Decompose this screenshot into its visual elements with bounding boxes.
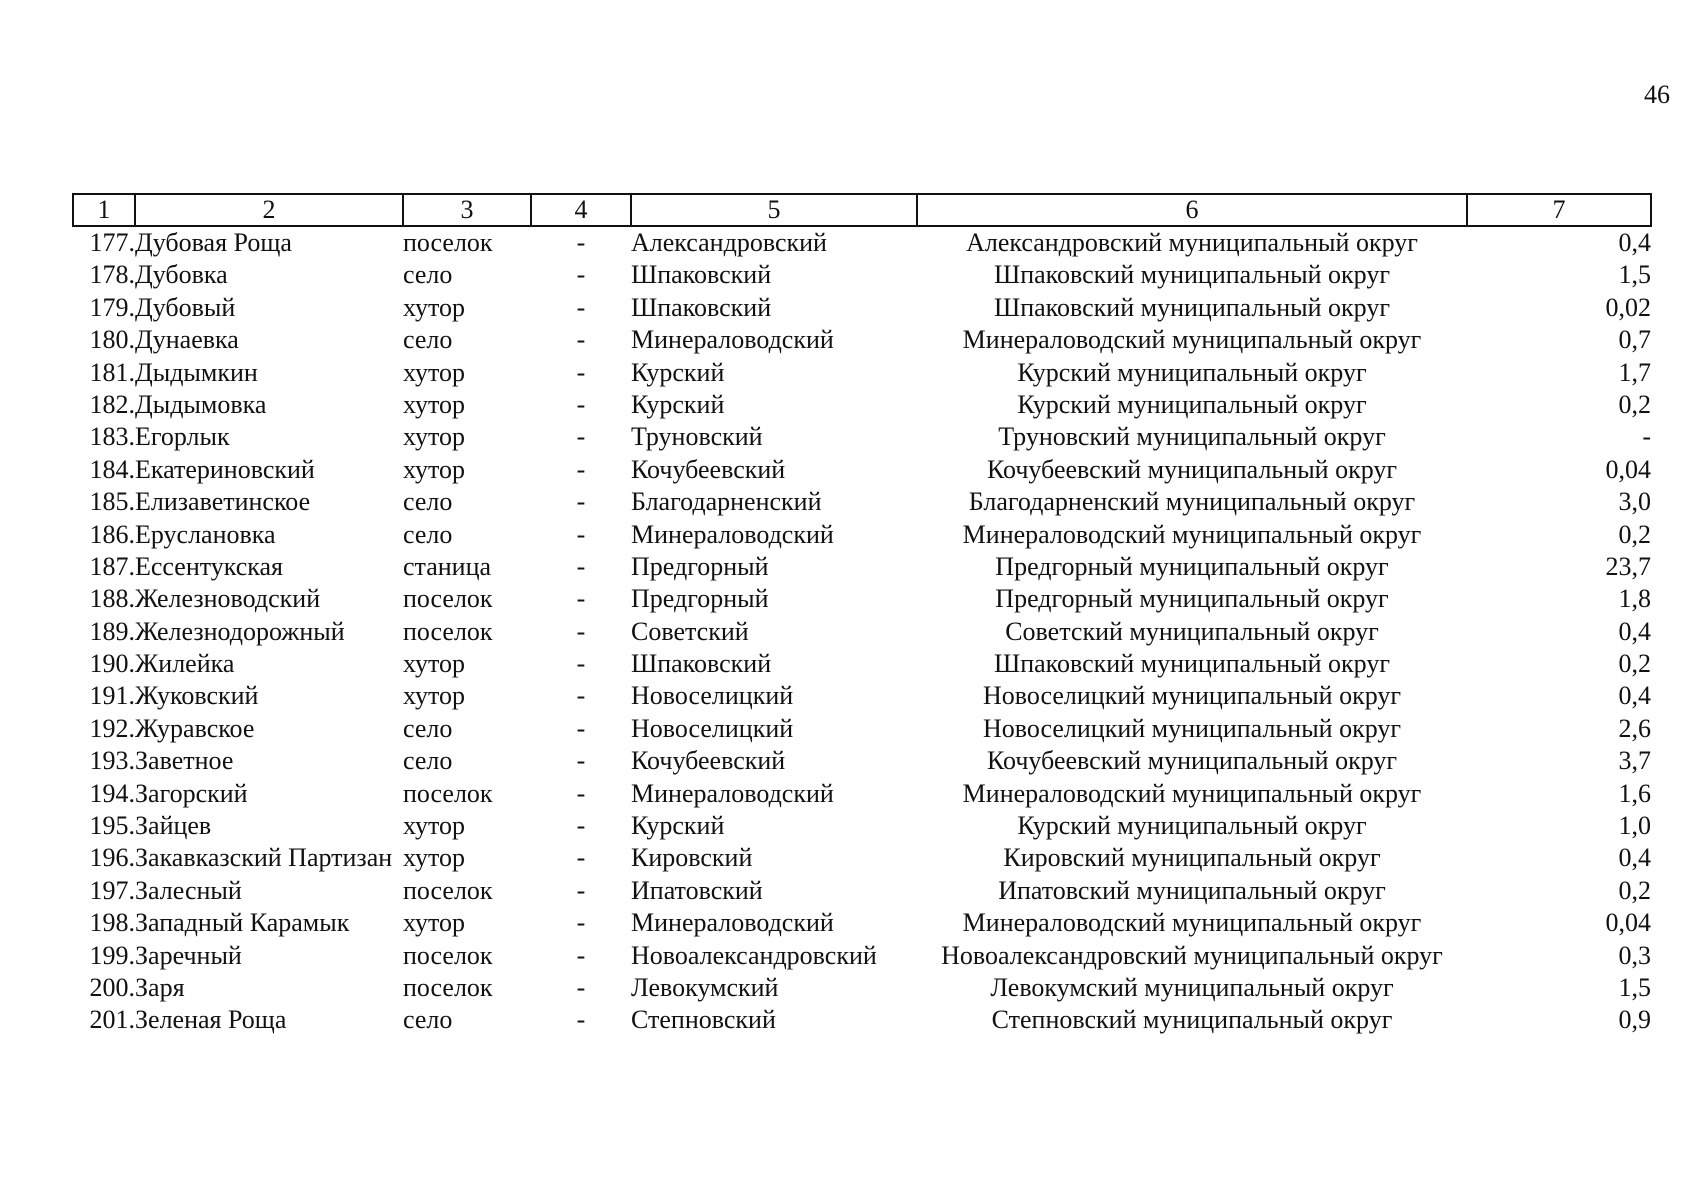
row-number: 201. [89, 1005, 135, 1035]
settlement-type: поселок [403, 584, 493, 614]
table-row [73, 810, 1651, 842]
municipal-okrug: Минераловодский муниципальный округ [962, 519, 1422, 549]
row-number: 195. [89, 811, 135, 841]
district-name: Новоселицкий [631, 681, 794, 711]
numeric-value: 0,4 [1618, 681, 1651, 711]
table-row [73, 551, 1651, 583]
table-row [73, 972, 1651, 1004]
row-number: 191. [89, 681, 135, 711]
numeric-value: 0,9 [1618, 1005, 1651, 1035]
column-4-value: - [576, 228, 586, 257]
table-body [73, 226, 1651, 1037]
municipal-okrug: Новоалександровский муниципальный округ [941, 940, 1443, 970]
column-4-value: - [576, 811, 586, 841]
row-number: 190. [89, 649, 135, 679]
settlement-type: поселок [403, 616, 493, 646]
column-4-value: - [576, 940, 586, 970]
table-row [73, 875, 1651, 907]
column-4-value: - [576, 681, 586, 711]
numeric-value: 1,5 [1618, 260, 1651, 290]
district-name: Новоселицкий [631, 713, 794, 743]
settlement-type: хутор [403, 908, 466, 938]
municipal-okrug: Новоселицкий муниципальный округ [982, 713, 1402, 743]
table-row [73, 616, 1651, 648]
table-row [73, 454, 1651, 486]
numeric-value: - [1642, 422, 1651, 452]
row-number: 186. [89, 519, 135, 549]
settlement-name: Дубовая Роща [135, 228, 292, 257]
settlement-type: село [403, 713, 453, 743]
numeric-value: 0,2 [1618, 875, 1651, 905]
settlement-name: Загорский [135, 778, 248, 808]
municipal-okrug: Кочубеевский муниципальный округ [986, 746, 1398, 776]
header-row [73, 194, 1651, 226]
column-header-1: 1 [73, 194, 135, 226]
table-row [73, 324, 1651, 356]
settlement-name: Дунаевка [135, 325, 239, 355]
municipal-okrug: Минераловодский муниципальный округ [962, 908, 1422, 938]
settlement-name: Дубовый [135, 292, 236, 322]
row-number: 180. [89, 325, 135, 355]
numeric-value: 2,6 [1618, 713, 1651, 743]
column-4-value: - [576, 389, 586, 419]
settlement-type: хутор [403, 649, 466, 679]
district-name: Шпаковский [631, 649, 772, 679]
settlement-name: Дубовка [135, 260, 228, 290]
table-row [73, 259, 1651, 291]
row-number: 192. [89, 713, 135, 743]
municipal-okrug: Курский муниципальный округ [1017, 811, 1367, 841]
column-4-value: - [576, 551, 586, 581]
column-4-value: - [576, 422, 586, 452]
district-name: Шпаковский [631, 260, 772, 290]
row-number: 198. [89, 908, 135, 938]
settlement-type: хутор [403, 292, 466, 322]
numeric-value: 0,04 [1605, 908, 1651, 938]
settlement-type: село [403, 1005, 453, 1035]
row-number: 194. [89, 778, 135, 808]
table-row [73, 389, 1651, 421]
column-4-value: - [576, 649, 586, 679]
numeric-value: 0,02 [1605, 292, 1651, 322]
column-4-value: - [576, 454, 586, 484]
column-4-value: - [576, 843, 586, 873]
district-name: Новоалександровский [631, 940, 877, 970]
district-name: Советский [631, 616, 749, 646]
column-4-value: - [576, 260, 586, 290]
settlement-type: хутор [403, 357, 466, 387]
settlement-name: Заречный [135, 940, 242, 970]
district-name: Кочубеевский [631, 746, 786, 776]
municipal-okrug: Ипатовский муниципальный округ [998, 875, 1386, 905]
settlement-name: Западный Карамык [135, 908, 350, 938]
numeric-value: 0,3 [1618, 940, 1651, 970]
settlement-type: хутор [403, 389, 466, 419]
table-header [73, 194, 1651, 226]
column-4-value: - [576, 778, 586, 808]
column-header-2: 2 [135, 194, 403, 226]
column-header-5: 5 [631, 194, 917, 226]
column-4-value: - [576, 875, 586, 905]
row-number: 187. [89, 551, 135, 581]
column-4-value: - [576, 292, 586, 322]
district-name: Благодарненский [631, 487, 822, 517]
municipal-okrug: Предгорный муниципальный округ [995, 551, 1389, 581]
numeric-value: 0,04 [1605, 454, 1651, 484]
settlement-type: село [403, 746, 453, 776]
table-row [73, 778, 1651, 810]
settlement-name: Жуковский [135, 681, 259, 711]
settlement-name: Зеленая Роща [135, 1005, 287, 1035]
settlement-name: Еруслановка [135, 519, 276, 549]
numeric-value: 0,7 [1618, 325, 1651, 355]
table-row [73, 940, 1651, 972]
table-row [73, 421, 1651, 453]
numeric-value: 0,4 [1618, 843, 1651, 873]
numeric-value: 0,2 [1618, 649, 1651, 679]
row-number: 178. [89, 260, 135, 290]
table-row [73, 519, 1651, 551]
table-row [73, 907, 1651, 939]
municipal-okrug: Предгорный муниципальный округ [995, 584, 1389, 614]
numeric-value: 3,0 [1618, 487, 1651, 517]
numeric-value: 1,0 [1618, 811, 1651, 841]
settlement-type: поселок [403, 778, 493, 808]
district-name: Курский [631, 811, 725, 841]
municipal-okrug: Александровский муниципальный округ [966, 228, 1418, 257]
table-row [73, 486, 1651, 518]
settlement-name: Дыдымкин [135, 357, 258, 387]
district-name: Кочубеевский [631, 454, 786, 484]
district-name: Минераловодский [631, 778, 834, 808]
row-number: 184. [89, 454, 135, 484]
numeric-value: 0,4 [1618, 228, 1651, 257]
settlement-type: село [403, 260, 453, 290]
settlement-type: село [403, 325, 453, 355]
district-name: Степновский [631, 1005, 776, 1035]
numeric-value: 3,7 [1618, 746, 1651, 776]
table-row [73, 713, 1651, 745]
page-number: 46 [1644, 80, 1670, 109]
column-header-4: 4 [531, 194, 631, 226]
settlement-name: Жилейка [135, 649, 235, 679]
table-row [73, 226, 1651, 259]
settlements-table [72, 193, 1652, 1037]
row-number: 185. [89, 487, 135, 517]
column-4-value: - [576, 1005, 586, 1035]
table-row [73, 357, 1651, 389]
row-number: 179. [89, 292, 135, 322]
district-name: Левокумский [631, 972, 779, 1002]
row-number: 182. [89, 389, 135, 419]
district-name: Шпаковский [631, 292, 772, 322]
municipal-okrug: Шпаковский муниципальный округ [994, 649, 1390, 679]
settlement-type: хутор [403, 681, 466, 711]
settlement-name: Залесный [135, 875, 242, 905]
settlement-type: поселок [403, 940, 493, 970]
column-4-value: - [576, 713, 586, 743]
column-4-value: - [576, 908, 586, 938]
column-4-value: - [576, 325, 586, 355]
column-header-7: 7 [1467, 194, 1651, 226]
table-row [73, 680, 1651, 712]
municipal-okrug: Труновский муниципальный округ [998, 422, 1386, 452]
row-number: 188. [89, 584, 135, 614]
row-number: 183. [89, 422, 135, 452]
district-name: Курский [631, 357, 725, 387]
municipal-okrug: Курский муниципальный округ [1017, 389, 1367, 419]
municipal-okrug: Степновский муниципальный округ [991, 1005, 1393, 1035]
settlement-name: Железноводский [135, 584, 321, 614]
table-row [73, 842, 1651, 874]
settlement-name: Заря [135, 972, 185, 1002]
column-4-value: - [576, 519, 586, 549]
municipal-okrug: Минераловодский муниципальный округ [962, 778, 1422, 808]
table-row [73, 648, 1651, 680]
district-name: Минераловодский [631, 519, 834, 549]
row-number: 196. [89, 843, 135, 873]
table-row [73, 292, 1651, 324]
numeric-value: 1,6 [1618, 778, 1651, 808]
column-header-6: 6 [917, 194, 1467, 226]
district-name: Труновский [631, 422, 763, 452]
settlement-name: Екатериновский [135, 454, 315, 484]
district-name: Предгорный [631, 551, 769, 581]
district-name: Курский [631, 389, 725, 419]
municipal-okrug: Курский муниципальный округ [1017, 357, 1367, 387]
column-header-3: 3 [403, 194, 531, 226]
column-4-value: - [576, 972, 586, 1002]
municipal-okrug: Кировский муниципальный округ [1003, 843, 1381, 873]
settlement-name: Елизаветинское [135, 487, 311, 517]
district-name: Кировский [631, 843, 753, 873]
municipal-okrug: Благодарненский муниципальный округ [968, 487, 1416, 517]
municipal-okrug: Шпаковский муниципальный округ [994, 260, 1390, 290]
settlement-name: Закавказский Партизан [135, 843, 393, 873]
numeric-value: 23,7 [1605, 551, 1651, 581]
column-4-value: - [576, 487, 586, 517]
settlement-type: поселок [403, 972, 493, 1002]
district-name: Александровский [631, 228, 827, 257]
column-4-value: - [576, 746, 586, 776]
row-number: 197. [89, 875, 135, 905]
settlement-type: поселок [403, 875, 493, 905]
district-name: Минераловодский [631, 325, 834, 355]
municipal-okrug: Левокумский муниципальный округ [990, 972, 1394, 1002]
row-number: 181. [89, 357, 135, 387]
district-name: Предгорный [631, 584, 769, 614]
settlement-name: Дыдымовка [135, 389, 267, 419]
numeric-value: 1,5 [1618, 972, 1651, 1002]
district-name: Ипатовский [631, 875, 763, 905]
settlement-type: хутор [403, 811, 466, 841]
settlement-type: село [403, 519, 453, 549]
district-name: Минераловодский [631, 908, 834, 938]
settlement-name: Заветное [135, 746, 234, 776]
settlement-name: Журавское [135, 713, 255, 743]
settlement-type: хутор [403, 422, 466, 452]
settlement-name: Егорлык [135, 422, 230, 452]
municipal-okrug: Новоселицкий муниципальный округ [982, 681, 1402, 711]
settlement-type: хутор [403, 454, 466, 484]
row-number: 200. [89, 972, 135, 1002]
numeric-value: 0,2 [1618, 389, 1651, 419]
settlement-type: поселок [403, 228, 493, 257]
column-4-value: - [576, 357, 586, 387]
table-row [73, 1004, 1651, 1036]
settlement-type: станица [403, 551, 492, 581]
row-number: 199. [89, 940, 135, 970]
municipal-okrug: Советский муниципальный округ [1005, 616, 1379, 646]
municipal-okrug: Шпаковский муниципальный округ [994, 292, 1390, 322]
municipal-okrug: Минераловодский муниципальный округ [962, 325, 1422, 355]
numeric-value: 0,4 [1618, 616, 1651, 646]
table-row [73, 745, 1651, 777]
settlement-name: Железнодорожный [135, 616, 345, 646]
column-4-value: - [576, 584, 586, 614]
settlement-name: Зайцев [135, 811, 212, 841]
row-number: 177. [89, 228, 135, 257]
row-number: 193. [89, 746, 135, 776]
numeric-value: 0,2 [1618, 519, 1651, 549]
settlement-type: село [403, 487, 453, 517]
row-number: 189. [89, 616, 135, 646]
settlement-type: хутор [403, 843, 466, 873]
column-4-value: - [576, 616, 586, 646]
table-row [73, 583, 1651, 615]
numeric-value: 1,7 [1618, 357, 1651, 387]
settlement-name: Ессентукская [135, 551, 284, 581]
municipal-okrug: Кочубеевский муниципальный округ [986, 454, 1398, 484]
numeric-value: 1,8 [1618, 584, 1651, 614]
